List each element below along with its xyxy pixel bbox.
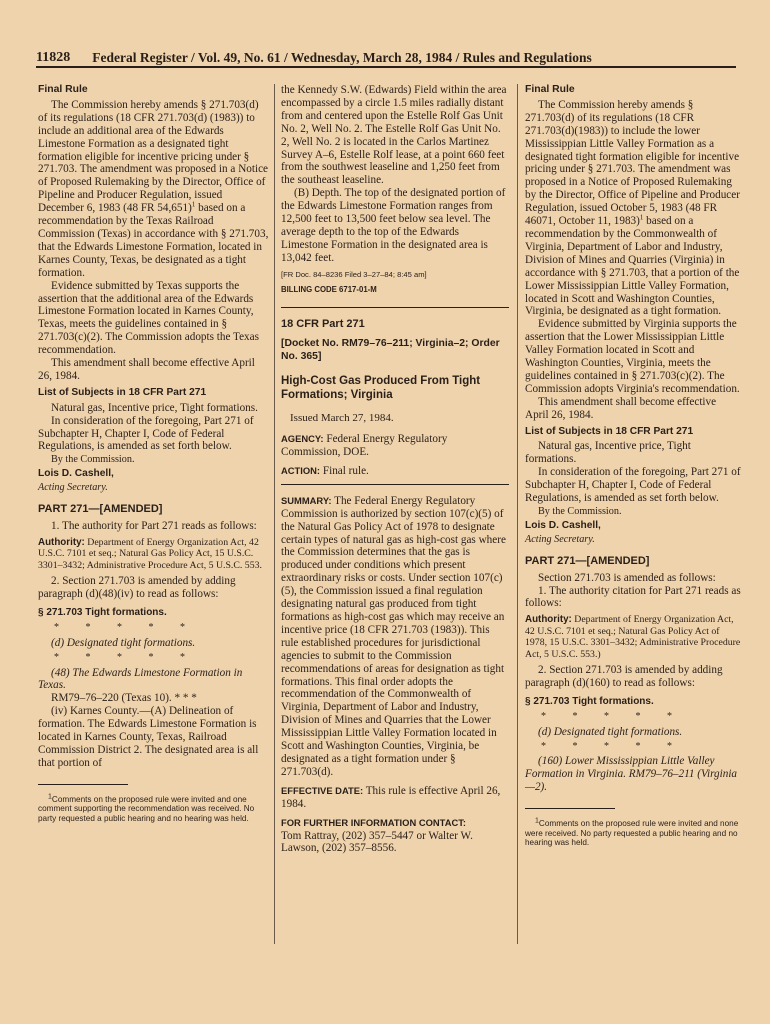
paragraph: (48) The Edwards Limestone Formation in Texas. [38, 666, 243, 692]
issued-date: Issued March 27, 1984. [290, 412, 394, 425]
signature-by: By the Commission. [538, 506, 622, 517]
column-divider [274, 84, 275, 944]
rule-title: High-Cost Gas Produced From Tight Formations; Virginia [281, 375, 481, 402]
part-heading: PART 271—[AMENDED] [38, 503, 163, 516]
signer-name: Lois D. Cashell, [525, 519, 601, 531]
paragraph: Natural gas, Incentive price, Tight formations. [525, 440, 691, 466]
paragraph: Evidence submitted by Virginia supports the assertion that the Lower Mississippian Little Valley Formation located in Scott and Washington Counties, Virginia, meets the guidelines contained in § 271.703(c)(2). The Commission adopts Virginia's recommendation. [525, 318, 740, 395]
effective-date: EFFECTIVE DATE: This rule is effective April 26, 1984. [281, 784, 501, 810]
paragraph: In consideration of the foregoing, Part 271 of Subchapter H, Chapter I, Code of Federal Regulations, is amended as set forth below. [525, 466, 741, 505]
paragraph: 2. Section 271.703 is amended by adding paragraph (d)(160) to read as follows: [525, 663, 723, 689]
divider [281, 307, 509, 308]
subjects-heading: List of Subjects in 18 CFR Part 271 [525, 425, 694, 437]
cfr-heading: 18 CFR Part 271 [281, 317, 365, 330]
footnote: $^1$Comments on the proposed rule were invited and none were received. No party requested a public hearing and no hearing was held. [525, 817, 739, 848]
paragraph: Natural gas, Incentive price, Tight formations. [51, 401, 258, 414]
section-title: § 271.703 Tight formations. [525, 695, 654, 707]
paragraph: (d) Designated tight formations. [538, 725, 683, 738]
paragraph: In consideration of the foregoing, Part 271 of Subchapter H, Chapter I, Code of Federal Regulations, is amended as set forth below. [38, 414, 254, 453]
column-3 [525, 84, 741, 848]
ellipsis-stars: * * * * * [54, 621, 197, 633]
part-heading: PART 271—[AMENDED] [525, 554, 650, 567]
paragraph: The Commission hereby amends § 271.703(d) of its regulations (18 CFR 271.703(d)(1983)) to include the lower Mississippian Little Valley Formation as a designated tight formation eligible for incentive pricing under § 271.703. The amendment was proposed in a Notice of Proposed Rulemaking by the Director, Office of Pipeline and Producer Regulation, issued October 5, 1983 (48 FR 46071, October 11, 1983)$^1$ based on a recommendation by the Commonwealth of Virginia, Department of Labor and Industry, Division of Mines and Quarries (Virginia) in accordance with § 271.703, that a portion of the Lower Mississippian Little Valley Formation, located in Scott and Washington Counties, Virginia, be designated as a tight formation. [525, 98, 740, 318]
authority-note: Authority: Department of Energy Organization Act, 42 U.S.C. 7101 et seq.; Natural Gas Policy Act of 1978, 15 U.S.C. 3301–3432; Administrative Procedure Act, 5 U.S.C. 553.) [525, 614, 741, 660]
paragraph: (d) Designated tight formations. [51, 636, 196, 649]
paragraph: (iv) Karnes County.—(A) Delineation of formation. The Edwards Limestone Formation is located in Karnes County, Texas, Railroad Commission District 2. The designated area is all that portion of [38, 705, 259, 769]
paragraph: The Commission hereby amends § 271.703(d) of its regulations (18 CFR 271.703(d) (1983)) to include an additional area of the Edwards Limestone Formation as a designated tight formation eligible for incentive pricing under § 271.703. The amendment was proposed in a Notice of Proposed Rulemaking by the Director, Office of Pipeline and Producer Regulation, issued December 6, 1983 (48 FR 54,651)$^1$ based on a recommendation by the Texas Railroad Commission (Texas) in accordance with § 271.703, that the Edwards Limestone Formation, located in Karnes County, Texas, be designated as a tight formation. [38, 98, 269, 279]
summary: SUMMARY: The Federal Energy Regulatory Commission is authorized by section 107(c)(5) of the Natural Gas Policy Act of 1978 to designate certain types of natural gas as high-cost gas where the Commission determines that the gas is produced under conditions which present extraordinary risks or costs. Under section 107(c)(5), the Commission issued a final regulation designating natural gas produced from tight formations as high-cost gas which may receive an incentive price (18 CFR 271.703 (1983)). This rule established procedures for jurisdictional agencies to submit to the Commission recommendations of areas for designation as tight formations. This final order adopts the recommendation of the Commonwealth of Virginia, Department of Labor and Industry, Division of Mines and Quarries that the Lower Mississippian Little Valley Formation located in Scott and Washington Counties, Virginia, be designated as a tight formation under § 271.703(d). [281, 494, 506, 778]
running-head: Federal Register / Vol. 49, No. 61 / Wednesday, March 28, 1984 / Rules and Regulations [92, 50, 592, 65]
authority-note: Authority: Department of Energy Organization Act, 42 U.S.C. 7101 et seq.; Natural Gas Policy Act, 15 U.S.C. 3301–3432; Administrative Procedure Act, 5 U.S.C. 553. [38, 536, 262, 571]
paragraph: 2. Section 271.703 is amended by adding paragraph (d)(48)(iv) to read as follows: [38, 575, 236, 601]
signer-title: Acting Secretary. [38, 482, 108, 494]
ellipsis-stars: * * * * * [541, 740, 684, 752]
paragraph: This amendment shall become effective April 26, 1984. [525, 395, 717, 421]
paragraph: (B) Depth. The top of the designated portion of the Edwards Limestone Formation ranges from 12,500 feet to 13,500 feet below sea level. The average depth to the top of the Edwards Limestone Formation in the designated area is 13,042 feet. [281, 187, 506, 264]
paragraph: 1. The authority for Part 271 reads as follows: [51, 520, 257, 532]
paragraph: Section 271.703 is amended as follows: [538, 571, 716, 584]
subjects-heading: List of Subjects in 18 CFR Part 271 [38, 386, 207, 398]
footnote-rule [38, 784, 128, 785]
paragraph: the Kennedy S.W. (Edwards) Field within the area encompassed by a circle 1.5 miles radially distant from and centered upon the Estelle Rolf Gas Unit No. 2, Well No. 2. The Estelle Rolf Gas Unit No. 2, Well No. 2 is located in the Carlos Martinez Survey A–6, Estelle Rolf lease, at a point 660 feet from the southwest leaseline and 1,250 feet from the southeast leaseline. [281, 84, 507, 187]
paragraph: (160) Lower Mississippian Little Valley Formation in Virginia. RM79–76–211 (Virginia—2). [525, 755, 738, 794]
section-heading: Final Rule [525, 84, 575, 95]
paragraph: This amendment shall become effective April 26, 1984. [38, 357, 255, 382]
paragraph: 1. The authority citation for Part 271 reads as follows: [525, 584, 741, 610]
paragraph: RM79–76–220 (Texas 10). * * * [51, 692, 197, 705]
column-2 [281, 84, 509, 861]
column-1 [38, 84, 270, 824]
fr-doc-line: [FR Doc. 84–8236 Filed 3–27–84; 8:45 am] [281, 269, 427, 279]
footnote-rule [525, 808, 615, 809]
divider [281, 484, 509, 485]
billing-code: BILLING CODE 6717-01-M [281, 284, 377, 294]
footnote: $^1$Comments on the proposed rule were invited and one comment supporting the recommendation was received. No party requested a public hearing and no hearing was held. [38, 793, 255, 823]
page-number: 11828 [36, 50, 71, 65]
signature-by: By the Commission. [51, 454, 135, 466]
section-title: § 271.703 Tight formations. [38, 606, 167, 618]
docket-line: [Docket No. RM79–76–211; Virginia–2; Order No. 365] [281, 338, 500, 363]
paragraph: Evidence submitted by Texas supports the assertion that the additional area of the Edwards Limestone Formation located in Karnes County, Texas, meets the guidelines contained in § 271.703(c)(2). The Commission adopts the Texas recommendation. [38, 279, 259, 357]
signer-title: Acting Secretary. [525, 533, 595, 545]
action: ACTION: Final rule. [281, 464, 369, 477]
section-heading: Final Rule [38, 84, 88, 95]
column-divider [517, 84, 518, 944]
agency: AGENCY: Federal Energy Regulatory Commission, DOE. [281, 433, 448, 459]
page-header [36, 46, 736, 68]
ellipsis-stars: * * * * * [541, 710, 684, 722]
signer-name: Lois D. Cashell, [38, 468, 114, 480]
contact: FOR FURTHER INFORMATION CONTACT: Tom Rattray, (202) 357–5447 or Walter W. Lawson, (202) 357–8556. [281, 816, 473, 855]
ellipsis-stars: * * * * * [54, 651, 197, 663]
